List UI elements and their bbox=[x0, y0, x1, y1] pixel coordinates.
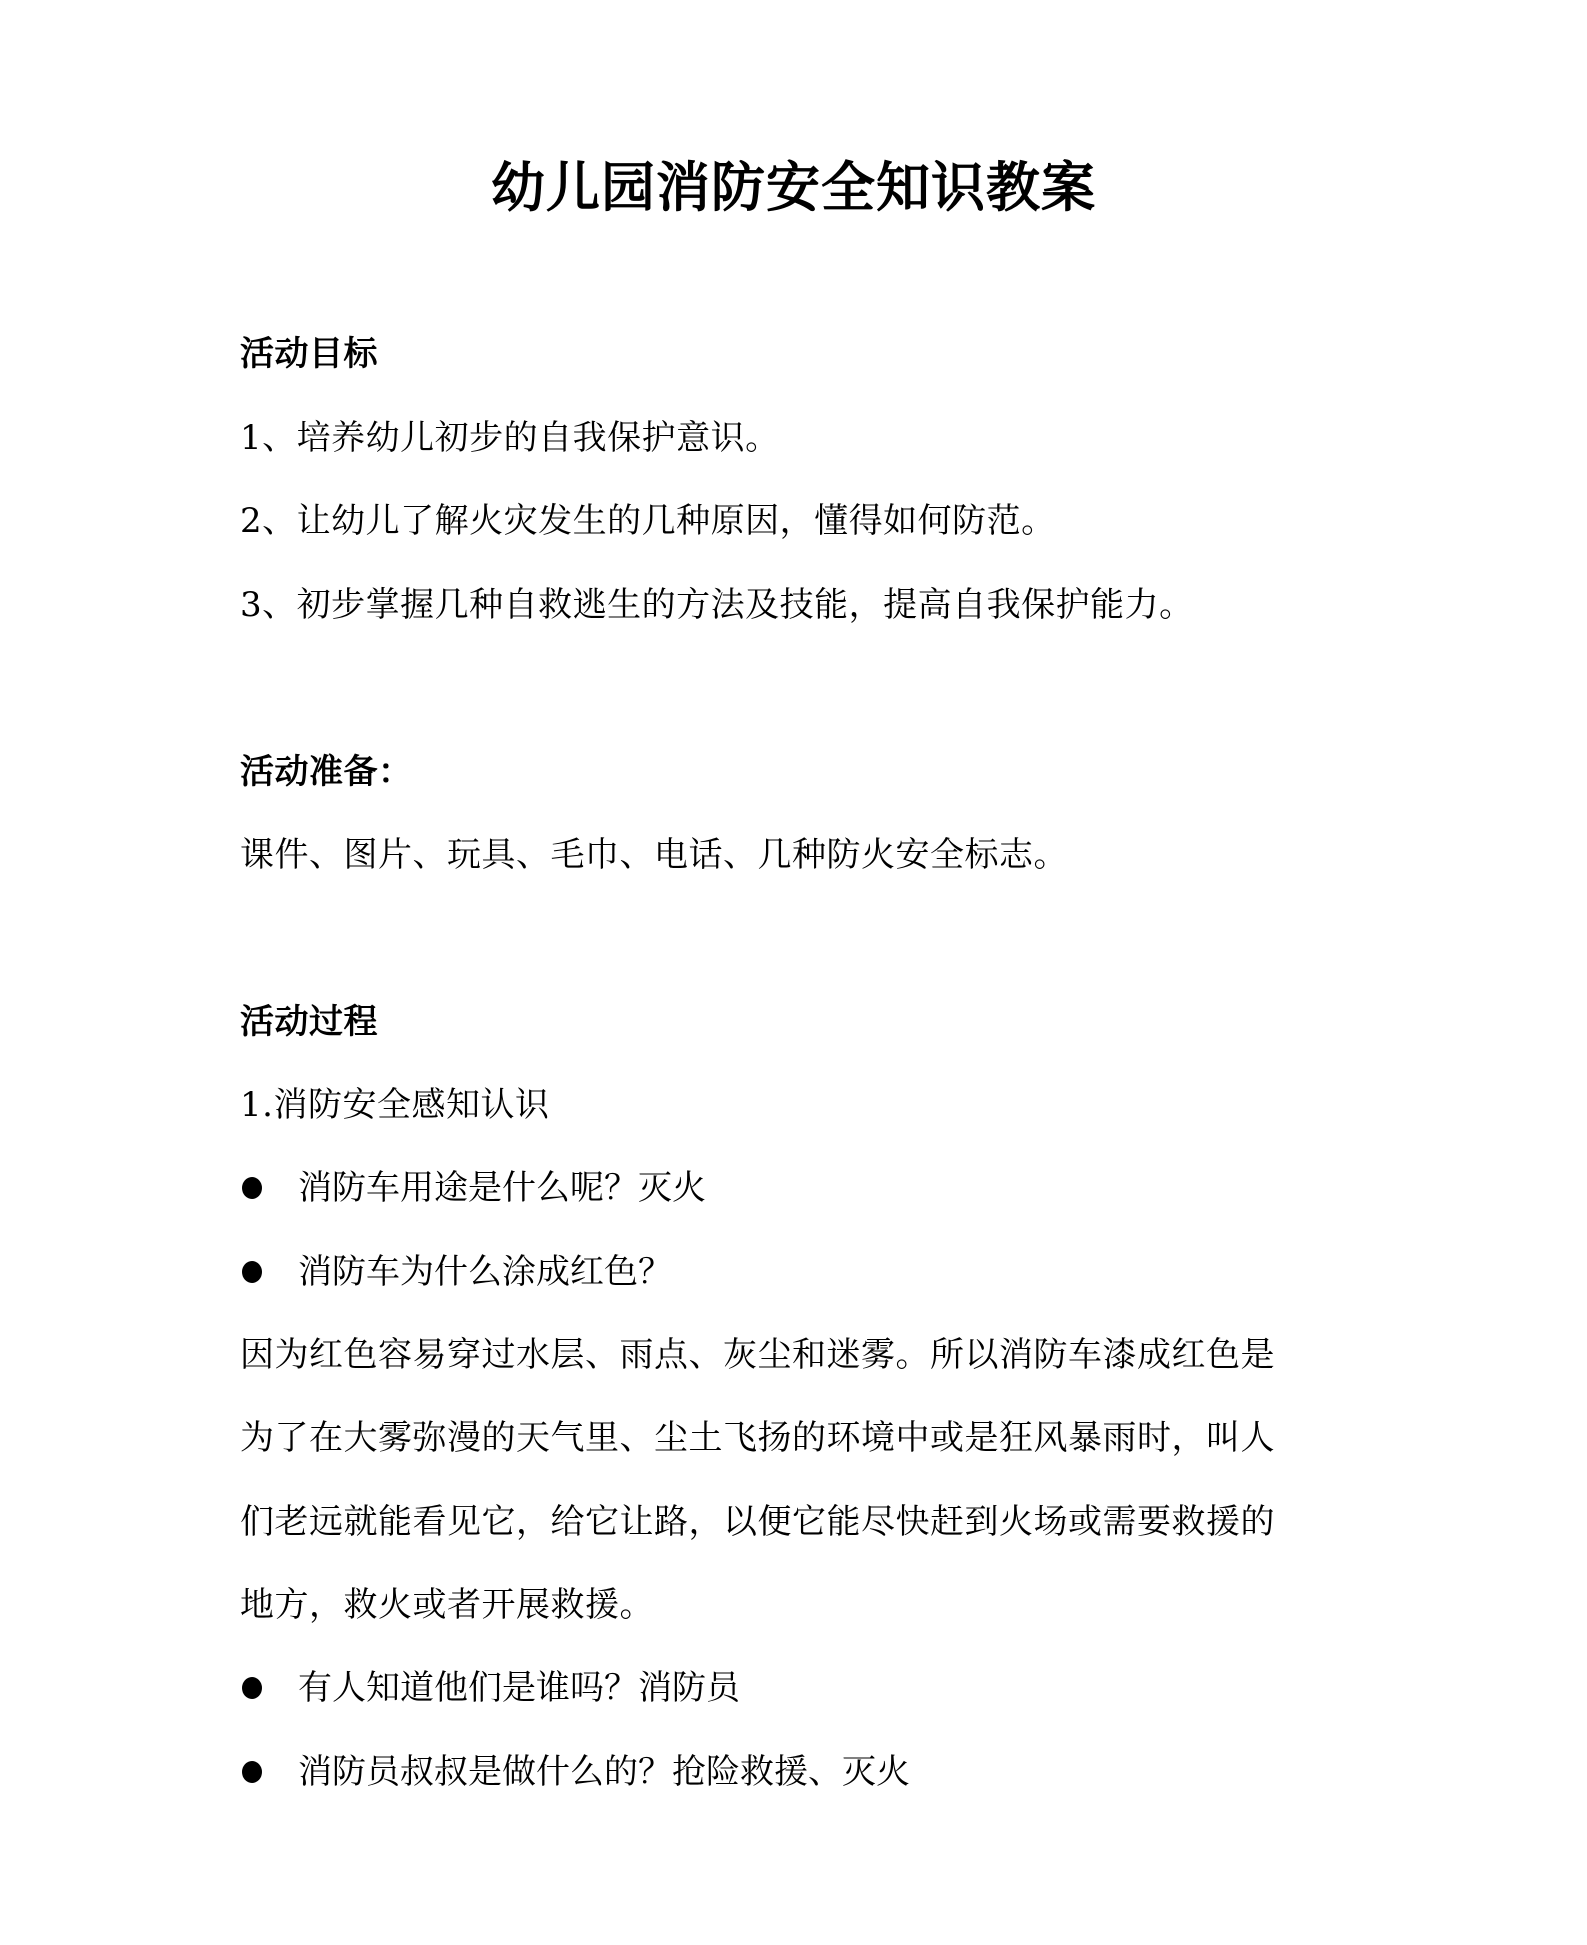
bullet-dot-icon bbox=[242, 1261, 262, 1283]
goal-item: 1、培养幼儿初步的自我保护意识。 bbox=[240, 418, 780, 458]
document-title: 幼儿园消防安全知识教案 bbox=[491, 155, 1096, 219]
bullet-text: 消防车为什么涂成红色？ bbox=[298, 1252, 672, 1292]
bullet-item bbox=[240, 1166, 706, 1210]
bullet-text: 有人知道他们是谁吗？消防员 bbox=[298, 1668, 740, 1708]
bullet-item bbox=[240, 1666, 740, 1710]
bullet-dot-icon bbox=[242, 1761, 262, 1783]
goal-item: 3、初步掌握几种自救逃生的方法及技能，提高自我保护能力。 bbox=[240, 585, 1194, 625]
bullet-item bbox=[240, 1750, 910, 1794]
bullet-text: 消防车用途是什么呢？灭火 bbox=[298, 1168, 706, 1208]
bullet-dot-icon bbox=[242, 1677, 262, 1699]
section-heading-process: 活动过程 bbox=[240, 1002, 378, 1042]
paragraph-line: 地方，救火或者开展救援。 bbox=[240, 1585, 654, 1625]
goal-item: 2、让幼儿了解火灾发生的几种原因，懂得如何防范。 bbox=[240, 501, 1056, 541]
section-heading-goals: 活动目标 bbox=[240, 334, 378, 374]
section-heading-preparation: 活动准备： bbox=[240, 752, 413, 792]
bullet-dot-icon bbox=[242, 1177, 262, 1199]
paragraph-line: 为了在大雾弥漫的天气里、尘土飞扬的环境中或是狂风暴雨时，叫人 bbox=[240, 1418, 1275, 1458]
bullet-text: 消防员叔叔是做什么的？抢险救援、灭火 bbox=[298, 1752, 910, 1792]
process-subheading: 1.消防安全感知认识 bbox=[240, 1085, 550, 1125]
preparation-item: 课件、图片、玩具、毛巾、电话、几种防火安全标志。 bbox=[240, 835, 1068, 875]
paragraph-line: 因为红色容易穿过水层、雨点、灰尘和迷雾。所以消防车漆成红色是 bbox=[240, 1335, 1275, 1375]
paragraph-line: 们老远就能看见它，给它让路，以便它能尽快赶到火场或需要救援的 bbox=[240, 1502, 1275, 1542]
bullet-item bbox=[240, 1250, 672, 1294]
